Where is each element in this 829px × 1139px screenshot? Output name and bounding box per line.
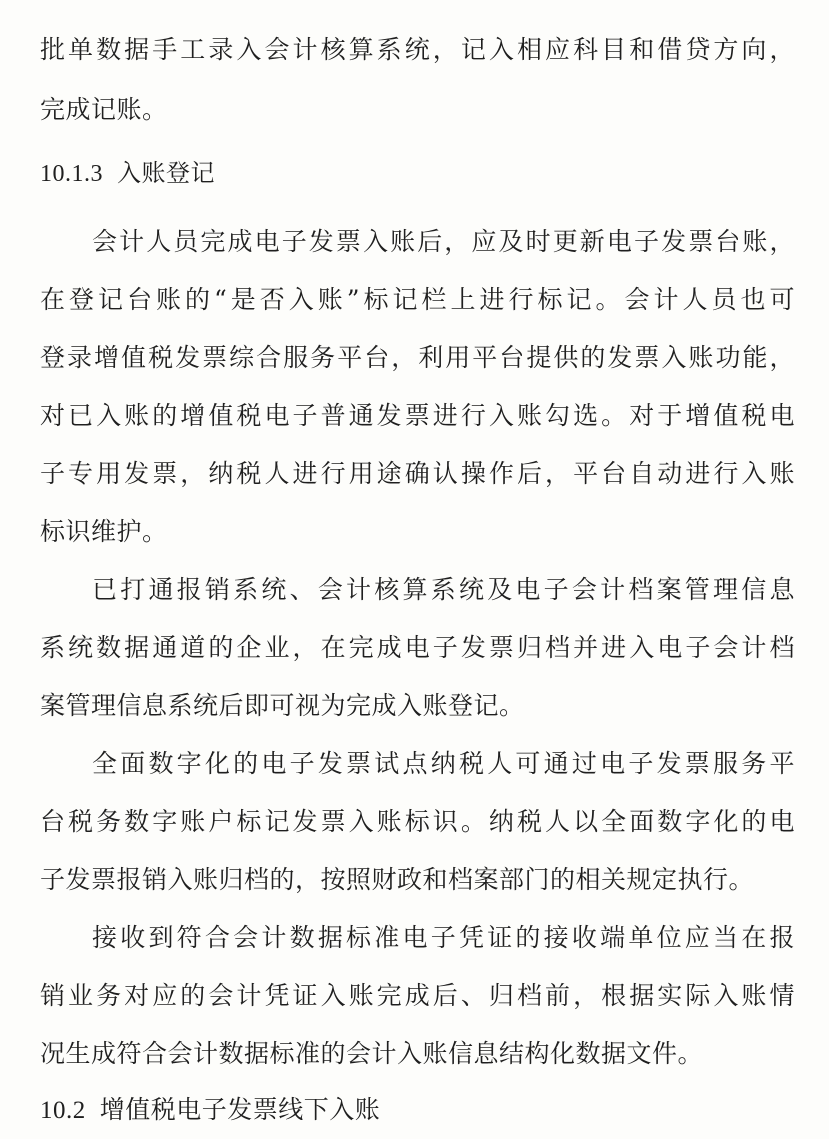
paragraph-1-line-1: 会计人员完成电子发票入账后，应及时更新电子发票台账， — [92, 227, 795, 256]
intro-line-1: 批单数据手工录入会计核算系统，记入相应科目和借贷方向， — [40, 35, 795, 64]
section-heading-10-2 — [40, 1090, 380, 1130]
section-number: 10.1.3 — [40, 161, 103, 187]
paragraph-4-line-2: 销业务对应的会计凭证入账完成后、归档前，根据实际入账情 — [40, 981, 795, 1010]
paragraph-3-line-3: 子发票报销入账归档的，按照财政和档案部门的相关规定执行。 — [40, 865, 755, 894]
paragraph-2-line-1: 已打通报销系统、会计核算系统及电子会计档案管理信息 — [92, 575, 795, 604]
section-title: 增值税电子发票线下入账 — [99, 1095, 381, 1124]
paragraph-1-line-6: 标识维护。 — [40, 517, 168, 546]
section-title: 入账登记 — [117, 159, 215, 187]
paragraph-1-line-4: 对已入账的增值税电子普通发票进行入账勾选。对于增值税电 — [40, 401, 795, 430]
section-heading-10-1-3 — [40, 153, 215, 193]
paragraph-3-line-1: 全面数字化的电子发票试点纳税人可通过电子发票服务平 — [92, 749, 795, 778]
paragraph-4-line-1: 接收到符合会计数据标准电子凭证的接收端单位应当在报 — [92, 923, 795, 952]
paragraph-2-line-2: 系统数据通道的企业，在完成电子发票归档并进入电子会计档 — [40, 633, 795, 662]
paragraph-2-line-3: 案管理信息系统后即可视为完成入账登记。 — [40, 691, 525, 720]
paragraph-4-line-3: 况生成符合会计数据标准的会计入账信息结构化数据文件。 — [40, 1039, 704, 1068]
paragraph-1-line-3: 登录增值税发票综合服务平台，利用平台提供的发票入账功能， — [40, 343, 795, 372]
paragraph-1-line-2: 在登记台账的“是否入账”标记栏上进行标记。会计人员也可 — [40, 285, 795, 314]
paragraph-3-line-2: 台税务数字账户标记发票入账标识。纳税人以全面数字化的电 — [40, 807, 795, 836]
intro-line-2: 完成记账。 — [40, 95, 168, 124]
paragraph-1-line-5: 子专用发票，纳税人进行用途确认操作后，平台自动进行入账 — [40, 459, 795, 488]
section-number: 10.2 — [40, 1097, 86, 1124]
